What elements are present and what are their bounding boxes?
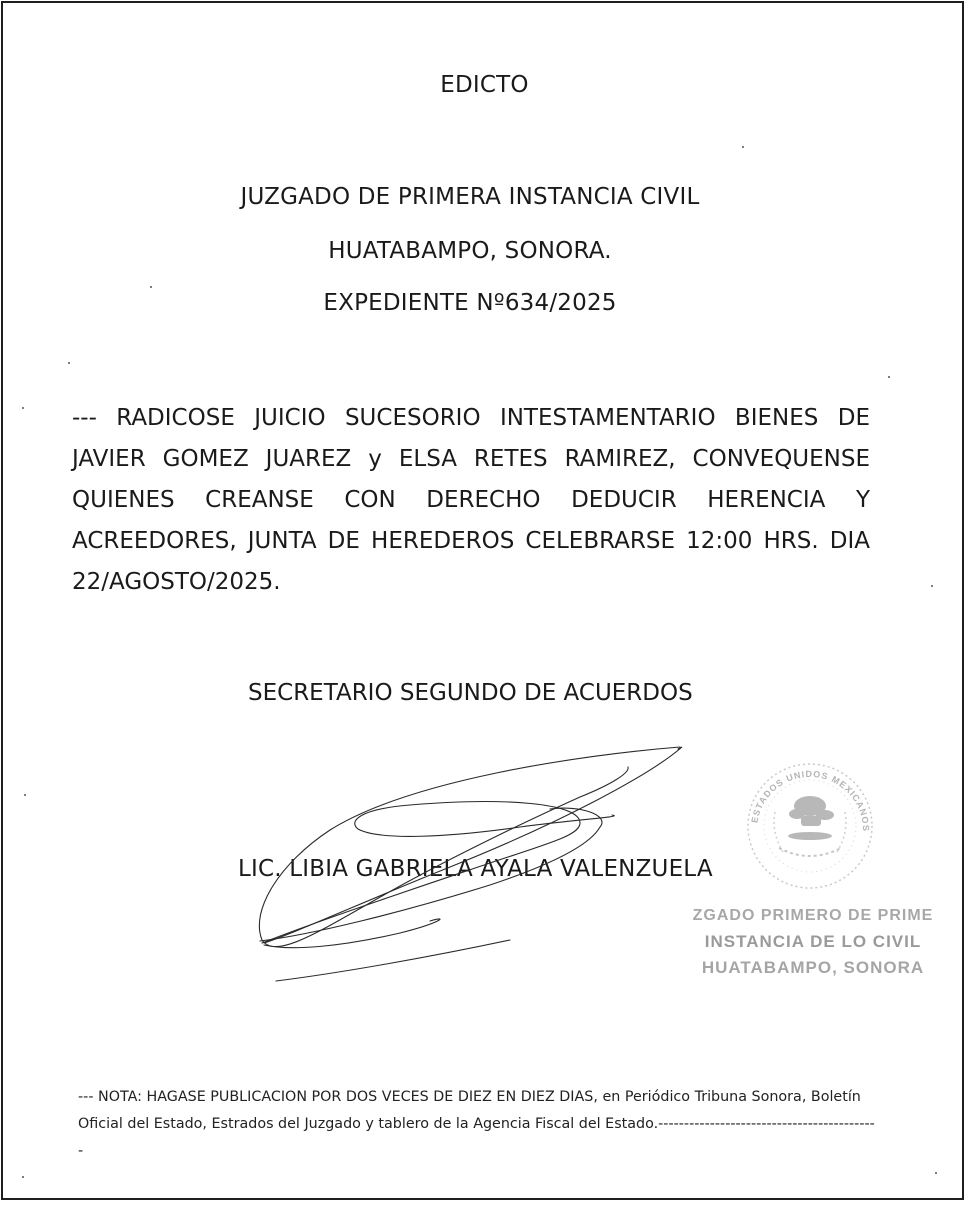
court-stamp (668, 903, 958, 981)
scan-speck (22, 407, 24, 409)
signer-name: LIC. LIBIA GABRIELA AYALA VALENZUELA (238, 856, 713, 882)
scan-speck (24, 794, 26, 796)
scan-speck (742, 146, 744, 148)
scan-speck (935, 1172, 937, 1174)
court-name: JUZGADO DE PRIMERA INSTANCIA CIVIL (240, 184, 700, 210)
scan-speck (150, 286, 152, 288)
scan-speck (22, 1176, 24, 1178)
case-number: EXPEDIENTE Nº634/2025 (323, 290, 617, 316)
scan-speck (68, 362, 70, 364)
seal-text: ESTADOS UNIDOS MEXICANOS (749, 768, 872, 833)
scan-speck (888, 376, 890, 378)
official-seal-icon (735, 752, 885, 897)
court-city: HUATABAMPO, SONORA. (328, 238, 612, 264)
edict-body: --- RADICOSE JUICIO SUCESORIO INTESTAMENTARIO BIENES DE JAVIER GOMEZ JUAREZ y ELSA RETES RAMIREZ, CONVEQUENSE QUIENES CREANSE CON DERECHO DEDUCIR HERENCIA Y ACREEDORES, JUNTA DE HEREDEROS CELEBRARSE 12:00 HRS. DIA 22/AGOSTO/2025. (72, 405, 870, 595)
stamp-line-2: INSTANCIA DE LO CIVIL (704, 932, 922, 951)
stamp-line-1: ZGADO PRIMERO DE PRIME (692, 907, 934, 924)
signature-icon (250, 735, 690, 995)
publication-note: --- NOTA: HAGASE PUBLICACION POR DOS VECES DE DIEZ EN DIEZ DIAS, en Periódico Tribuna Sonora, Boletín Oficial del Estado, Estrados del Juzgado y tablero de la Agencia Fiscal del Estado.------------------------------------------- (78, 1089, 875, 1159)
stamp-line-3: HUATABAMPO, SONORA (701, 958, 925, 977)
document-title: EDICTO (440, 72, 529, 98)
scan-speck (931, 585, 933, 587)
secretary-title: SECRETARIO SEGUNDO DE ACUERDOS (248, 680, 693, 706)
